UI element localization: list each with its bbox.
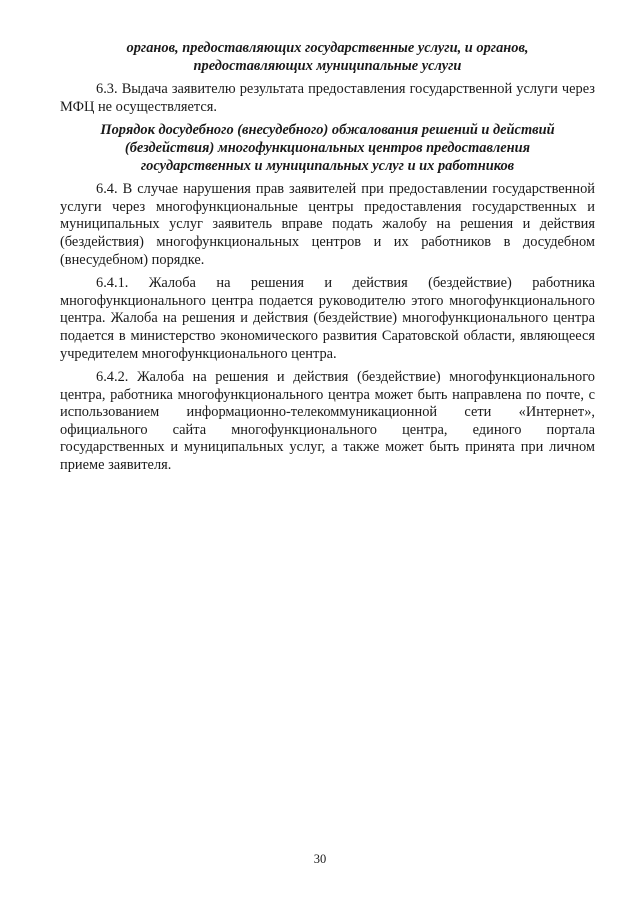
paragraph-6-4: 6.4. В случае нарушения прав заявителей при предоставлении государственной услуги через многофункциональные центры предоставления государственных и муниципальных услуг заявитель вправе подать жалобу на решения и действия (бездействия) многофункциональных центров и их работников в досудебном (внесудебном) порядке. [60, 181, 595, 268]
heading-line: органов, предоставляющих государственные услуги, и органов, [126, 40, 529, 56]
heading-line: предоставляющих муниципальные услуги [193, 57, 462, 74]
heading-line: Порядок досудебного (внесудебного) обжалования решений и действий [100, 122, 555, 139]
paragraph-6-4-1: 6.4.1. Жалоба на решения и действия (бездействие) работника многофункционального центра подается руководителю этого многофункционального центра. Жалоба на решения и действия (бездействие) многофункционального центра подается в министерство экономического развития Саратовской области, являющееся учредителем многофункционального центра. [60, 275, 595, 362]
heading-line: (бездействия) многофункциональных центров предоставления [124, 139, 531, 156]
paragraph-6-3: 6.3. Выдача заявителю результата предоставления государственной услуги через МФЦ не осуществляется. [60, 81, 595, 115]
page-number: 30 [313, 852, 327, 866]
heading-bodies-providing-services [60, 40, 595, 75]
paragraph-6-4-2: 6.4.2. Жалоба на решения и действия (бездействие) многофункционального центра, работника многофункционального центра может быть направлена по почте, с использованием информационно-телекоммуникационной сети «Интернет», официального сайта многофункционального центра, единого портала государственных и муниципальных услуг, а также может быть принята при личном приеме заявителя. [60, 369, 595, 474]
heading-appeal-procedure [60, 122, 595, 175]
heading-line: государственных и муниципальных услуг и их работников [140, 157, 515, 174]
page-content [60, 40, 595, 481]
